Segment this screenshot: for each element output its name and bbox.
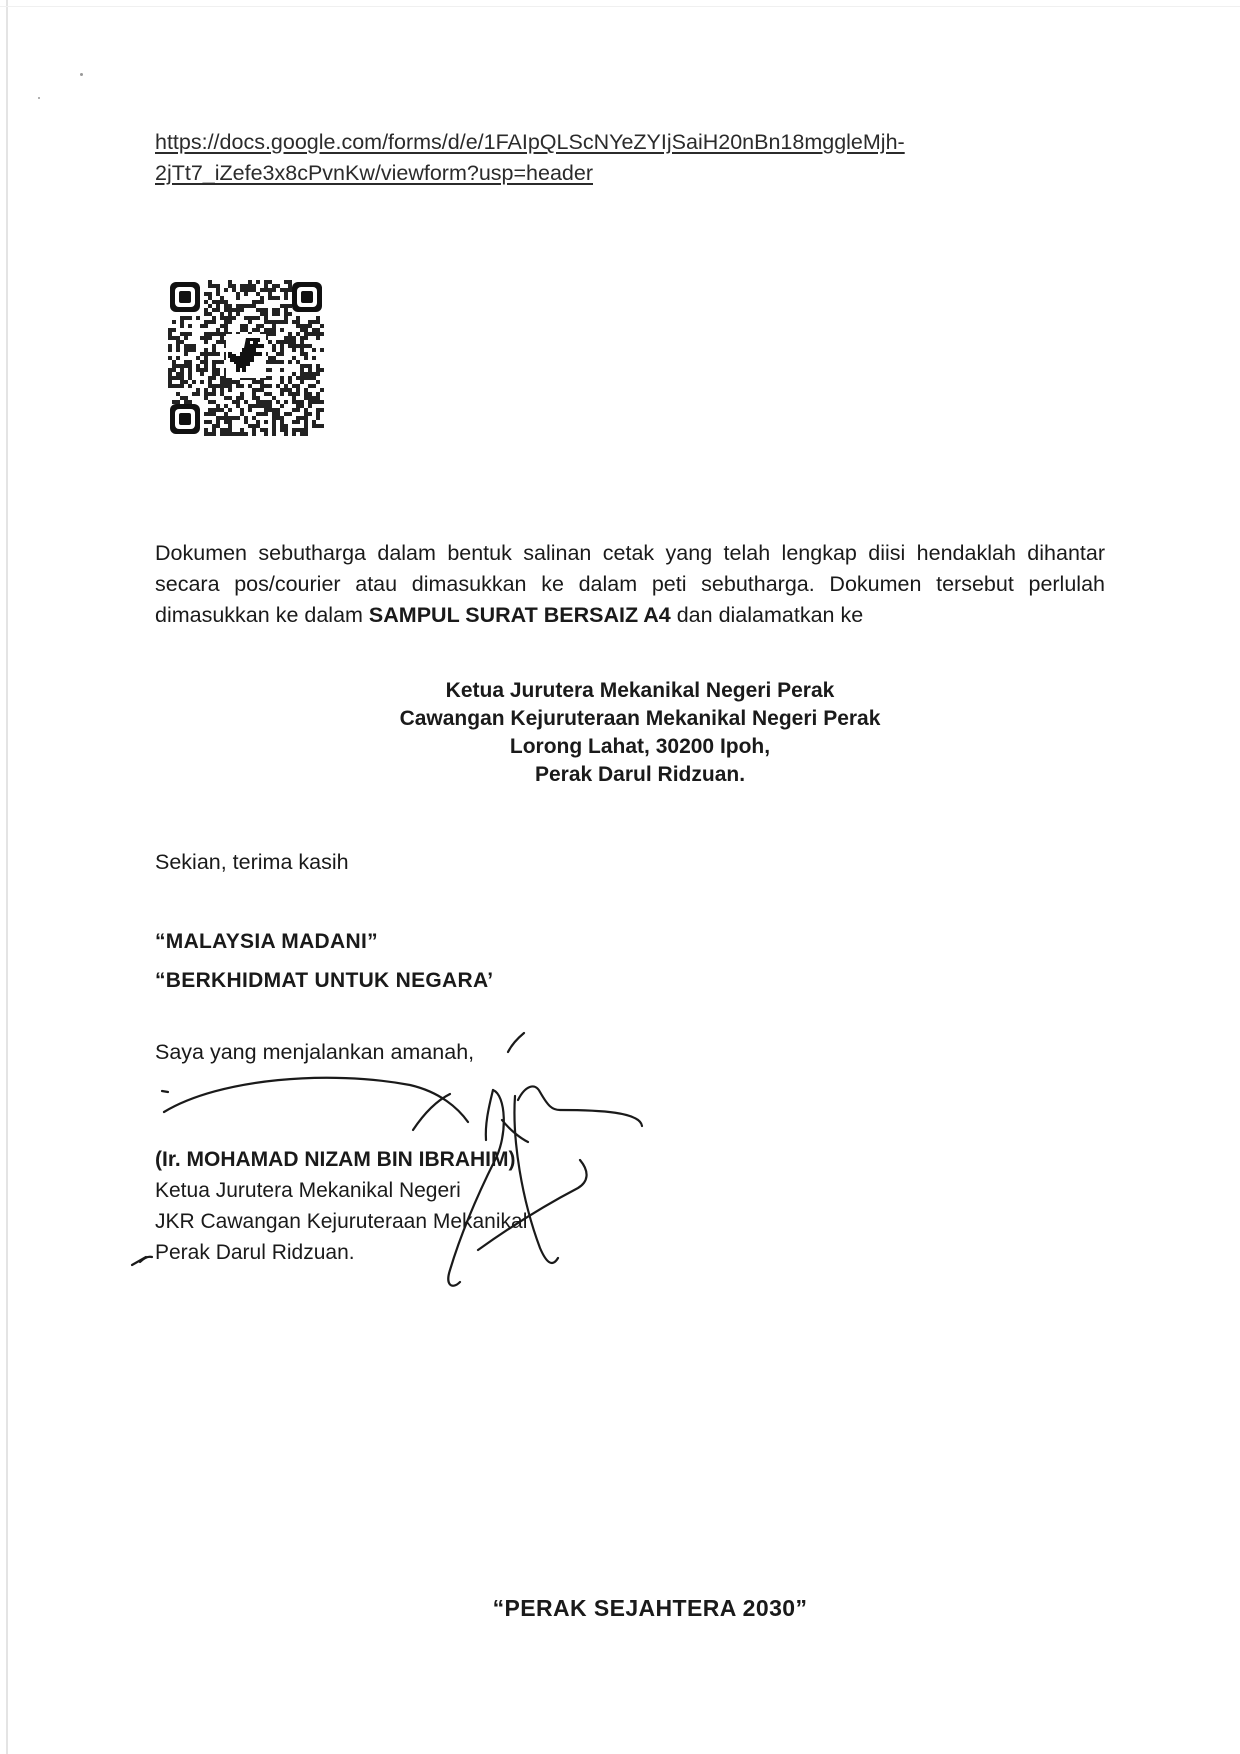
qr-finder-bottom-left xyxy=(170,404,200,434)
signatory-name: (Ir. MOHAMAD NIZAM BIN IBRAHIM) xyxy=(155,1148,516,1171)
signatory-title: Ketua Jurutera Mekanikal Negeri xyxy=(155,1179,461,1202)
dinosaur-icon xyxy=(226,334,266,378)
instruction-text: Dokumen sebutharga dalam bentuk salinan cetak yang telah lengkap diisi hendaklah dihantar secara pos/courier atau dimasukkan ke dalam peti sebutharga. Dokumen tersebut perlulah dimasukkan ke dalam xyxy=(155,541,1105,627)
scan-speck xyxy=(38,97,40,99)
form-link-line-1[interactable]: https://docs.google.com/forms/d/e/1FAIpQLScNYeZYIjSaiH20nBn18mggleMjh- xyxy=(155,130,905,154)
qr-finder-top-left xyxy=(170,282,200,312)
signoff-text: Saya yang menjalankan amanah, xyxy=(155,1040,475,1064)
scan-edge-line xyxy=(6,0,8,1754)
form-link-line-2[interactable]: 2jTt7_iZefe3x8cPvnKw/viewform?usp=header xyxy=(155,161,593,185)
closing-text: Sekian, terima kasih xyxy=(155,850,349,874)
footer-slogan: “PERAK SEJAHTERA 2030” xyxy=(492,1595,808,1621)
instruction-text-end: dan dialamatkan ke xyxy=(670,603,864,627)
envelope-size-emphasis: SAMPUL SURAT BERSAIZ A4 xyxy=(368,603,671,627)
scan-speck xyxy=(80,73,83,76)
scan-top-line xyxy=(0,6,1240,7)
qr-finder-top-right xyxy=(292,282,322,312)
signatory-department: JKR Cawangan Kejuruteraan Mekanikal xyxy=(155,1210,528,1233)
instruction-paragraph xyxy=(155,538,1105,631)
motto-berkhidmat: “BERKHIDMAT UNTUK NEGARA’ xyxy=(155,969,494,992)
signatory-location: Perak Darul Ridzuan. xyxy=(155,1241,355,1264)
qr-code-icon xyxy=(168,280,324,436)
address-line-4: Perak Darul Ridzuan. xyxy=(534,763,746,786)
address-line-1: Ketua Jurutera Mekanikal Negeri Perak xyxy=(445,679,835,702)
address-line-2: Cawangan Kejuruteraan Mekanikal Negeri Perak xyxy=(399,707,881,730)
motto-malaysia-madani: “MALAYSIA MADANI” xyxy=(155,930,378,953)
form-link[interactable] xyxy=(155,127,975,189)
signatory-block xyxy=(155,1144,527,1268)
address-line-3: Lorong Lahat, 30200 Ipoh, xyxy=(509,735,771,758)
mailing-address xyxy=(260,677,1020,789)
